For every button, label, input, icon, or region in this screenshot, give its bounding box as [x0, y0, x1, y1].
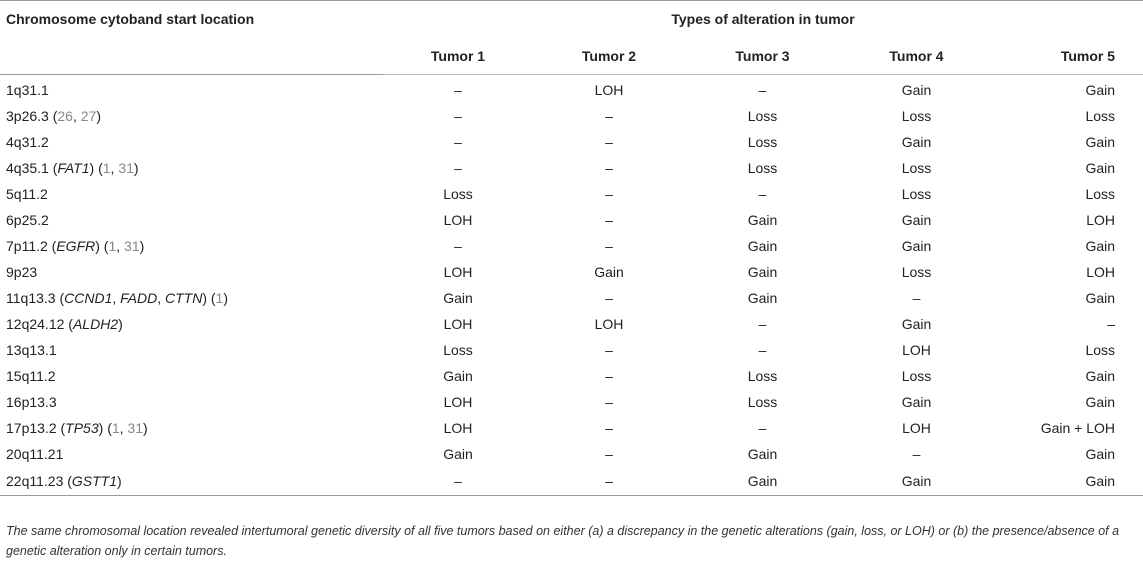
location-text: 3p26.3 (	[6, 108, 58, 124]
reference-citation: 31	[124, 238, 140, 254]
location-text: 16p13.3	[6, 394, 57, 410]
location-text: 6p25.2	[6, 212, 49, 228]
gene-name: CTTN	[165, 290, 203, 306]
tumor-2-alteration-cell: –	[605, 134, 613, 150]
tumor-1-alteration-cell: LOH	[443, 394, 473, 410]
cytoband-location-cell	[0, 207, 383, 233]
tumor-4-alteration-cell: Gain	[901, 82, 932, 98]
table-row	[0, 75, 1143, 104]
tumor-3-alteration-cell: Loss	[747, 394, 778, 410]
table-row	[0, 441, 1143, 467]
location-text: 15q11.2	[6, 368, 56, 384]
tumor-3-alteration-cell: Loss	[747, 108, 778, 124]
tumor-4-alteration-cell: Gain	[840, 467, 993, 496]
reference-citation: 31	[118, 160, 134, 176]
tumor-4-alteration-cell: LOH	[902, 342, 931, 358]
tumor-1-alteration-cell: –	[454, 160, 462, 176]
gene-name: TP53	[65, 420, 99, 436]
tumor-2-alteration-cell: –	[605, 342, 613, 358]
location-text: ,	[119, 420, 128, 436]
gene-name: FAT1	[57, 160, 90, 176]
location-text: ) (	[202, 290, 216, 306]
tumor-2-alteration-cell: –	[605, 394, 613, 410]
gene-name: FADD	[120, 290, 158, 306]
location-text: )	[117, 473, 122, 489]
location-text: )	[96, 108, 101, 124]
table-row	[0, 363, 1143, 389]
tumor-5-alteration-cell: Gain	[1085, 134, 1116, 150]
tumor-1-alteration-cell: –	[454, 238, 462, 254]
tumor-4-alteration-cell: Loss	[901, 186, 932, 202]
reference-citation: 1	[215, 290, 224, 306]
cytoband-location-cell	[0, 75, 383, 104]
reference-citation: 1	[111, 420, 120, 436]
table-row	[0, 337, 1143, 363]
tumor-5-header: Tumor 5	[993, 37, 1143, 75]
gene-name: CCND1	[64, 290, 113, 306]
tumor-5-alteration-cell: –	[1107, 316, 1116, 332]
table-row	[0, 467, 1143, 496]
tumor-4-alteration-cell: –	[912, 446, 921, 462]
cytoband-location-cell	[0, 311, 383, 337]
location-text: ) (	[95, 238, 109, 254]
location-text: 20q11.21	[6, 446, 64, 462]
location-text: 22q11.23 (	[6, 473, 72, 489]
tumor-5-alteration-cell: LOH	[1086, 212, 1116, 228]
table-row	[0, 233, 1143, 259]
tumor-3-alteration-cell: Loss	[747, 160, 778, 176]
tumor-1-alteration-cell: –	[454, 82, 462, 98]
tumor-3-alteration-cell: –	[758, 342, 767, 358]
location-column-header: Chromosome cytoband start location	[0, 1, 383, 38]
cytoband-location-cell	[0, 363, 383, 389]
table-row	[0, 259, 1143, 285]
tumor-1-alteration-cell: LOH	[443, 212, 473, 228]
tumor-4-alteration-cell: –	[912, 290, 921, 306]
tumor-4-alteration-cell: LOH	[902, 420, 931, 436]
tumor-1-alteration-cell: Gain	[443, 368, 473, 384]
tumor-4-alteration-cell: Loss	[901, 368, 932, 384]
table-row	[0, 415, 1143, 441]
table-row	[0, 181, 1143, 207]
tumor-3-alteration-cell: Gain	[747, 264, 778, 280]
alteration-group-title: Types of alteration in tumor	[671, 11, 855, 27]
tumor-2-alteration-cell: –	[605, 108, 613, 124]
location-text: ,	[116, 238, 125, 254]
reference-citation: 1	[108, 238, 117, 254]
cytoband-location-cell	[0, 337, 383, 363]
tumor-4-alteration-cell: Gain	[901, 212, 932, 228]
tumor-2-alteration-cell: –	[605, 160, 613, 176]
tumor-4-alteration-cell: Loss	[901, 108, 932, 124]
location-text: ,	[72, 108, 81, 124]
cytoband-location-cell	[0, 259, 383, 285]
tumor-5-alteration-cell: Gain	[1085, 238, 1116, 254]
tumor-3-alteration-cell: –	[758, 420, 767, 436]
tumor-3-alteration-cell: Gain	[685, 467, 840, 496]
tumor-4-alteration-cell: Gain	[901, 394, 932, 410]
tumor-1-alteration-cell: LOH	[443, 264, 473, 280]
tumor-3-alteration-cell: Gain	[747, 212, 778, 228]
tumor-5-alteration-cell: Gain	[1085, 446, 1116, 462]
tumor-2-alteration-cell: –	[605, 420, 613, 436]
tumor-2-alteration-cell: –	[533, 467, 685, 496]
tumor-1-alteration-cell: Loss	[443, 186, 473, 202]
tumor-2-alteration-cell: –	[605, 212, 613, 228]
tumor-3-alteration-cell: –	[758, 186, 767, 202]
tumor-5-alteration-cell: Gain	[1085, 368, 1116, 384]
location-text: )	[118, 316, 123, 332]
tumor-1-alteration-cell: Gain	[443, 446, 473, 462]
tumor-5-alteration-cell: Loss	[1085, 342, 1116, 358]
location-text: 4q31.2	[6, 134, 49, 150]
location-text: )	[223, 290, 229, 306]
tumor-1-alteration-cell: Gain	[443, 290, 473, 306]
table-body	[0, 75, 1143, 496]
table-row	[0, 155, 1143, 181]
location-text: 17p13.2 (	[6, 420, 66, 436]
location-text: )	[143, 420, 148, 436]
tumor-1-alteration-cell: LOH	[443, 316, 473, 332]
alteration-group-header	[383, 1, 1143, 38]
reference-citation: 31	[127, 420, 144, 436]
tumor-3-alteration-cell: Gain	[747, 290, 778, 306]
tumor-3-alteration-cell: Loss	[747, 368, 778, 384]
gene-name: ALDH2	[72, 316, 119, 332]
tumor-2-alteration-cell: LOH	[594, 316, 624, 332]
cytoband-location-cell	[0, 129, 383, 155]
tumor-1-alteration-cell: LOH	[443, 420, 473, 436]
table-row	[0, 389, 1143, 415]
tumor-5-alteration-cell: LOH	[1086, 264, 1116, 280]
location-text: ,	[157, 290, 165, 306]
cytoband-location-cell	[0, 441, 383, 467]
tumor-2-alteration-cell: –	[605, 446, 613, 462]
cytoband-location-cell	[0, 389, 383, 415]
tumor-5-alteration-cell: Gain	[1085, 290, 1116, 306]
tumor-1-alteration-cell: –	[454, 134, 462, 150]
reference-citation: 26	[57, 108, 73, 124]
tumor-4-alteration-cell: Loss	[901, 160, 932, 176]
tumor-3-alteration-cell: Gain	[747, 446, 778, 462]
gene-name: GSTT1	[71, 473, 118, 489]
table-row	[0, 103, 1143, 129]
location-text: 13q13.1	[6, 342, 57, 358]
tumor-4-header: Tumor 4	[840, 37, 993, 75]
tumor-3-alteration-cell: –	[758, 316, 767, 332]
cytoband-location-cell	[0, 415, 383, 441]
tumor-5-alteration-cell: Gain	[993, 467, 1143, 496]
tumor-4-alteration-cell: Loss	[901, 264, 932, 280]
tumor-4-alteration-cell: Gain	[901, 316, 932, 332]
tumor-3-header: Tumor 3	[685, 37, 840, 75]
tumor-2-alteration-cell: LOH	[594, 82, 624, 98]
tumor-2-alteration-cell: Gain	[594, 264, 624, 280]
tumor-3-alteration-cell: Gain	[747, 238, 778, 254]
location-text: 12q24.12 (	[6, 316, 73, 332]
table-footnote: The same chromosomal location revealed intertumoral genetic diversity of all five tumors based on either (a) a discrepancy in the genetic alterations (gain, loss, or LOH) or (b) the presence/absence of a genetic alteration only in certain tumors.	[6, 524, 1120, 558]
table-header	[0, 1, 1143, 75]
cytoband-location-cell	[0, 181, 383, 207]
tumor-1-header: Tumor 1	[383, 37, 533, 75]
tumor-2-alteration-cell: –	[605, 368, 613, 384]
location-text: )	[133, 160, 139, 176]
tumor-3-alteration-cell: –	[758, 82, 767, 98]
location-text: 5q11.2	[6, 186, 48, 202]
tumor-5-alteration-cell: Loss	[1085, 108, 1116, 124]
location-text: 7p11.2 (	[6, 238, 57, 254]
cytoband-location-cell	[0, 155, 383, 181]
location-text: 1q31.1	[6, 82, 49, 98]
location-text: ) (	[89, 160, 103, 176]
tumor-2-alteration-cell: –	[605, 290, 613, 306]
tumor-1-alteration-cell: Loss	[443, 342, 473, 358]
location-text: ,	[110, 160, 119, 176]
location-text: ,	[112, 290, 121, 306]
table-row	[0, 207, 1143, 233]
tumor-3-alteration-cell: Loss	[747, 134, 778, 150]
tumor-5-alteration-cell: Loss	[1085, 186, 1116, 202]
cytoband-location-cell	[0, 467, 383, 496]
tumor-4-alteration-cell: Gain	[901, 238, 932, 254]
empty-header-cell	[0, 37, 383, 75]
cytoband-location-cell	[0, 103, 383, 129]
cytoband-location-cell	[0, 285, 383, 311]
tumor-5-alteration-cell: Gain + LOH	[1040, 420, 1116, 436]
tumor-5-alteration-cell: Gain	[1085, 160, 1116, 176]
tumor-2-alteration-cell: –	[605, 238, 613, 254]
gene-name: EGFR	[56, 238, 96, 254]
tumor-1-alteration-cell: –	[454, 108, 462, 124]
table-row	[0, 285, 1143, 311]
location-text: 4q35.1 (	[6, 160, 58, 176]
tumor-2-header: Tumor 2	[533, 37, 685, 75]
table-row	[0, 129, 1143, 155]
location-text: 11q13.3 (	[6, 290, 65, 306]
location-text: ) (	[98, 420, 112, 436]
reference-citation: 27	[80, 108, 97, 124]
tumor-1-alteration-cell: –	[383, 467, 533, 496]
cytoband-location-cell	[0, 233, 383, 259]
reference-citation: 1	[102, 160, 111, 176]
location-text: 9p23	[6, 264, 38, 280]
tumor-4-alteration-cell: Gain	[901, 134, 932, 150]
table-row	[0, 311, 1143, 337]
location-text: )	[139, 238, 145, 254]
tumor-5-alteration-cell: Gain	[1085, 394, 1116, 410]
tumor-2-alteration-cell: –	[605, 186, 613, 202]
tumor-5-alteration-cell: Gain	[1085, 82, 1116, 98]
